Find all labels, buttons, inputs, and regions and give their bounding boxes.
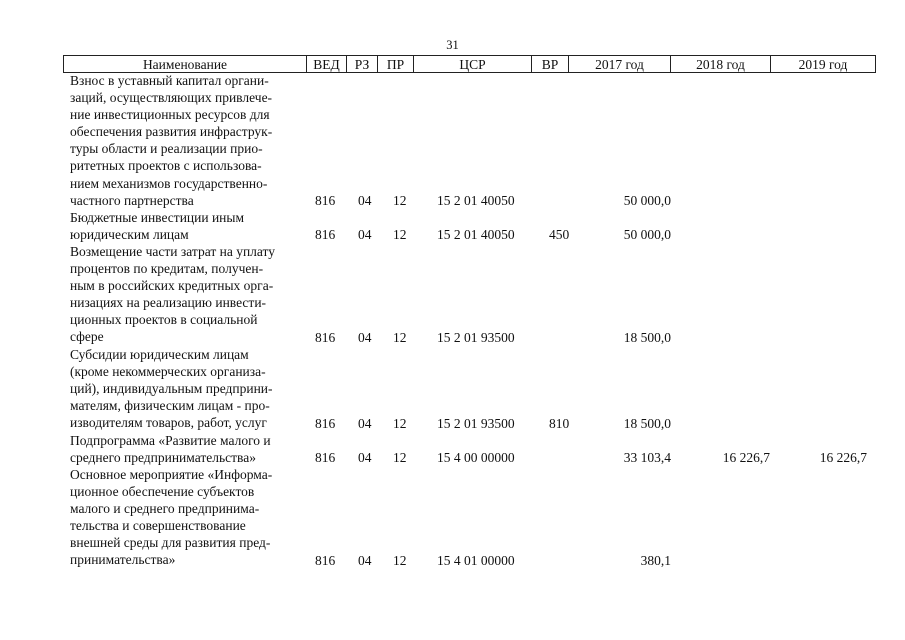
row-csr: 15 2 01 93500 xyxy=(437,329,515,345)
row-csr: 15 4 00 00000 xyxy=(437,449,515,465)
column-header-csr: ЦСР xyxy=(414,56,532,73)
row-ved: 816 xyxy=(315,192,336,208)
row-2017: 33 103,4 xyxy=(623,449,671,465)
table-row xyxy=(0,72,905,209)
row-name: Основное мероприятие «Информа- ционное обеспечение субъектов малого и среднего предпринима- тельства и совершенствование внешней среды для развития пред- принимательства» xyxy=(70,467,273,568)
row-ved: 816 xyxy=(315,415,336,431)
row-csr: 15 2 01 40050 xyxy=(437,226,515,242)
row-vr: 810 xyxy=(549,415,570,431)
row-pr: 12 xyxy=(393,552,407,568)
row-vr: 450 xyxy=(549,226,570,242)
row-pr: 12 xyxy=(393,329,407,345)
column-header-pr: ПР xyxy=(378,56,414,73)
table-row xyxy=(0,346,905,432)
column-header-2017: 2017 год xyxy=(569,56,671,73)
row-2017: 380,1 xyxy=(640,552,671,568)
row-pr: 12 xyxy=(393,192,407,208)
row-csr: 15 2 01 40050 xyxy=(437,192,515,208)
column-header-rz: РЗ xyxy=(347,56,378,73)
row-name: Подпрограмма «Развитие малого и среднего предпринимательства» xyxy=(70,433,271,466)
row-name: Взнос в уставный капитал органи- заций, осуществляющих привлече- ние инвестиционных ресурсов для обеспечения развития инфраструк- туры области и реализации прио- ритетных проектов с использова- нием механизмов государственно- частного партнерства xyxy=(70,73,273,208)
column-header-2019: 2019 год xyxy=(771,56,876,73)
row-rz: 04 xyxy=(358,415,372,431)
page-number: 31 xyxy=(446,38,459,52)
table-row xyxy=(0,243,905,346)
row-2019: 16 226,7 xyxy=(819,449,867,465)
row-pr: 12 xyxy=(393,415,407,431)
table-row xyxy=(0,432,905,466)
row-rz: 04 xyxy=(358,449,372,465)
row-csr: 15 2 01 93500 xyxy=(437,415,515,431)
row-2017: 18 500,0 xyxy=(623,415,671,431)
row-rz: 04 xyxy=(358,552,372,568)
table-body xyxy=(0,72,905,569)
table-header xyxy=(63,55,876,73)
row-rz: 04 xyxy=(358,192,372,208)
row-2017: 50 000,0 xyxy=(623,226,671,242)
table-row xyxy=(0,466,905,569)
row-pr: 12 xyxy=(393,226,407,242)
row-name: Субсидии юридическим лицам (кроме некоммерческих организа- ций), индивидуальным предприни- мателям, физическим лицам - про- изводителям товаров, работ, услуг xyxy=(70,347,273,431)
table-row xyxy=(0,209,905,243)
row-ved: 816 xyxy=(315,226,336,242)
column-header-name: Наименование xyxy=(64,56,307,73)
column-header-vr: ВР xyxy=(532,56,569,73)
row-name: Возмещение части затрат на уплату процентов по кредитам, получен- ным в российских кредитных орга- низациях на реализацию инвести- ционных проектов в социальной сфере xyxy=(70,244,276,345)
row-rz: 04 xyxy=(358,226,372,242)
row-pr: 12 xyxy=(393,449,407,465)
row-ved: 816 xyxy=(315,449,336,465)
row-csr: 15 4 01 00000 xyxy=(437,552,515,568)
row-name: Бюджетные инвестиции иным юридическим лицам xyxy=(70,210,245,243)
row-2017: 50 000,0 xyxy=(623,192,671,208)
column-header-ved: ВЕД xyxy=(307,56,347,73)
row-2018: 16 226,7 xyxy=(722,449,770,465)
column-header-2018: 2018 год xyxy=(671,56,771,73)
row-ved: 816 xyxy=(315,329,336,345)
row-ved: 816 xyxy=(315,552,336,568)
row-2017: 18 500,0 xyxy=(623,329,671,345)
row-rz: 04 xyxy=(358,329,372,345)
